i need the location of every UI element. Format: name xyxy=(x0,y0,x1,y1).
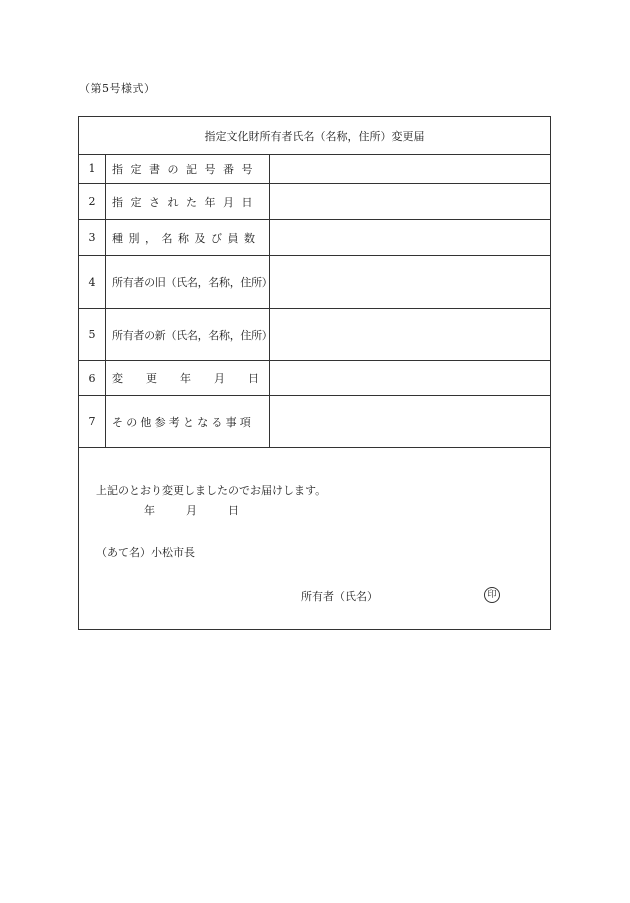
owner-name-label: 所有者（氏名） xyxy=(301,590,378,603)
table-row xyxy=(79,256,550,309)
row-number: 5 xyxy=(79,309,106,360)
row-value-field[interactable] xyxy=(271,309,550,360)
row-value-field[interactable] xyxy=(271,256,550,308)
row-label: 種別，名称及び員数 xyxy=(106,220,270,255)
row-label: 所有者の旧（氏名，名称，住所） xyxy=(106,256,270,308)
table-row xyxy=(79,361,550,396)
addressee: （あて名）小松市長 xyxy=(96,546,195,559)
row-value-field[interactable] xyxy=(271,396,550,447)
date-day: 日 xyxy=(228,504,239,517)
seal-icon: 印 xyxy=(484,587,500,603)
row-number: 1 xyxy=(79,154,106,183)
declaration-statement: 上記のとおり変更しましたのでお届けします。 xyxy=(96,484,327,497)
row-number: 6 xyxy=(79,361,106,395)
table-row xyxy=(79,309,550,361)
date-line xyxy=(144,502,239,518)
row-label: その他参考となる事項 xyxy=(106,396,270,447)
row-number: 3 xyxy=(79,220,106,255)
form-title: 指定文化財所有者氏名（名称，住所）変更届 xyxy=(79,117,550,155)
declaration-section xyxy=(79,448,550,629)
row-label: 所有者の新（氏名，名称，住所） xyxy=(106,309,270,360)
row-value-field[interactable] xyxy=(271,184,550,219)
row-value-field[interactable] xyxy=(271,220,550,255)
table-row xyxy=(79,184,550,220)
row-label: 指定書の記号番号 xyxy=(106,154,270,183)
row-label: 変更年月日 xyxy=(106,361,270,395)
table-row xyxy=(79,154,550,184)
table-row xyxy=(79,220,550,256)
table-row xyxy=(79,396,550,448)
row-label: 指定された年月日 xyxy=(106,184,270,219)
form-number-label: （第5号様式） xyxy=(79,82,156,95)
date-month: 月 xyxy=(186,504,197,517)
row-number: 4 xyxy=(79,256,106,308)
row-value-field[interactable] xyxy=(271,361,550,395)
row-value-field[interactable] xyxy=(271,154,550,183)
date-year: 年 xyxy=(144,504,155,517)
row-number: 7 xyxy=(79,396,106,447)
row-number: 2 xyxy=(79,184,106,219)
form-table xyxy=(78,116,551,630)
